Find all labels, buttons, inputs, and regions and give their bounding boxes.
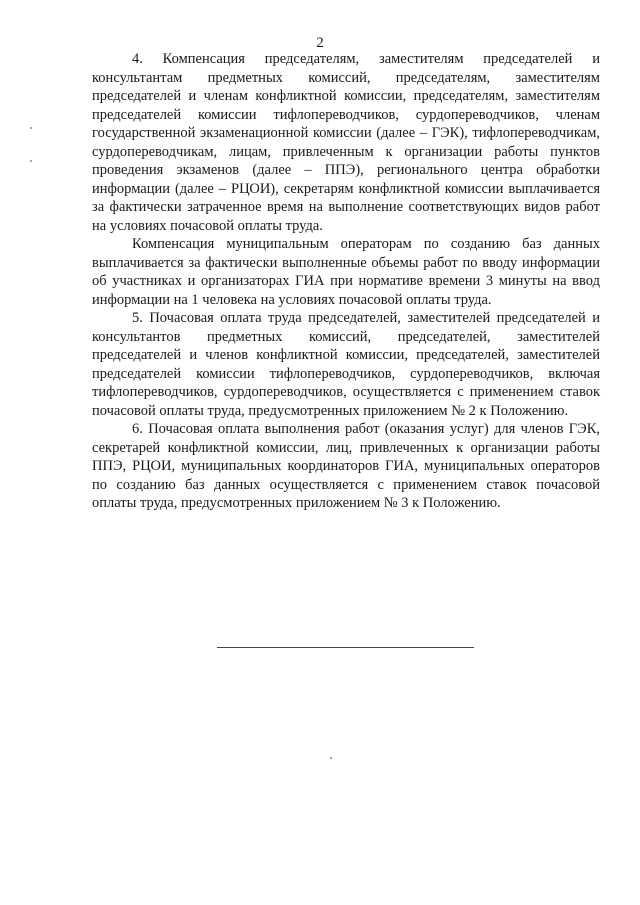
- paragraph-operators-compensation: Компенсация муниципальным операторам по созданию баз данных выплачивается за фактически выполненные объемы работ по вводу информации об участниках и организаторах ГИА при нормативе времени 3 минуты на ввод информации на 1 человека на условиях почасовой оплаты труда.: [92, 236, 600, 308]
- end-divider-line: [217, 647, 474, 648]
- paragraph-6: 6. Почасовая оплата выполнения работ (оказания услуг) для членов ГЭК, секретарей конфликтной комиссии, лиц, привлеченных к организации работы ППЭ, РЦОИ, муниципальных координаторов ГИА, муниципальных операторов по созданию баз данных осуществляется с применением ставок почасовой оплаты труда, предусмотренных приложением № 3 к Положению.: [92, 421, 600, 511]
- page-number: 2: [316, 35, 324, 51]
- paragraph-4: 4. Компенсация председателям, заместителям председателей и консультантам предметных комиссий, председателям, заместителям председателей и членам конфликтной комиссии, председателям, заместителям председателей комиссии тифлопереводчиков, сурдопереводчиков, членам государственной экзаменационной комиссии (далее – ГЭК), тифлопереводчикам, сурдопереводчикам, лицам, привлеченным к организации работы пунктов проведения экзаменов (далее – ППЭ), регионального центра обработки информации (далее – РЦОИ), секретарям конфликтной комиссии выплачивается за фактически затраченное время на выполнение соответствующих видов работ на условиях почасовой оплаты труда.: [92, 51, 600, 234]
- scan-speck: [30, 127, 32, 129]
- paragraph-5: 5. Почасовая оплата труда председателей, заместителей председателей и консультантов предметных комиссий, председателей, заместителей председателей и членов конфликтной комиссии, председателей, заместителей председателей комиссии тифлопереводчиков, сурдопереводчиков, включая тифлопереводчиков, сурдопереводчиков, осуществляется с применением ставок почасовой оплаты труда, предусмотренных приложением № 2 к Положению.: [92, 310, 600, 419]
- scan-speck: [330, 757, 332, 759]
- scan-speck: [30, 160, 32, 162]
- document-body: [92, 50, 600, 513]
